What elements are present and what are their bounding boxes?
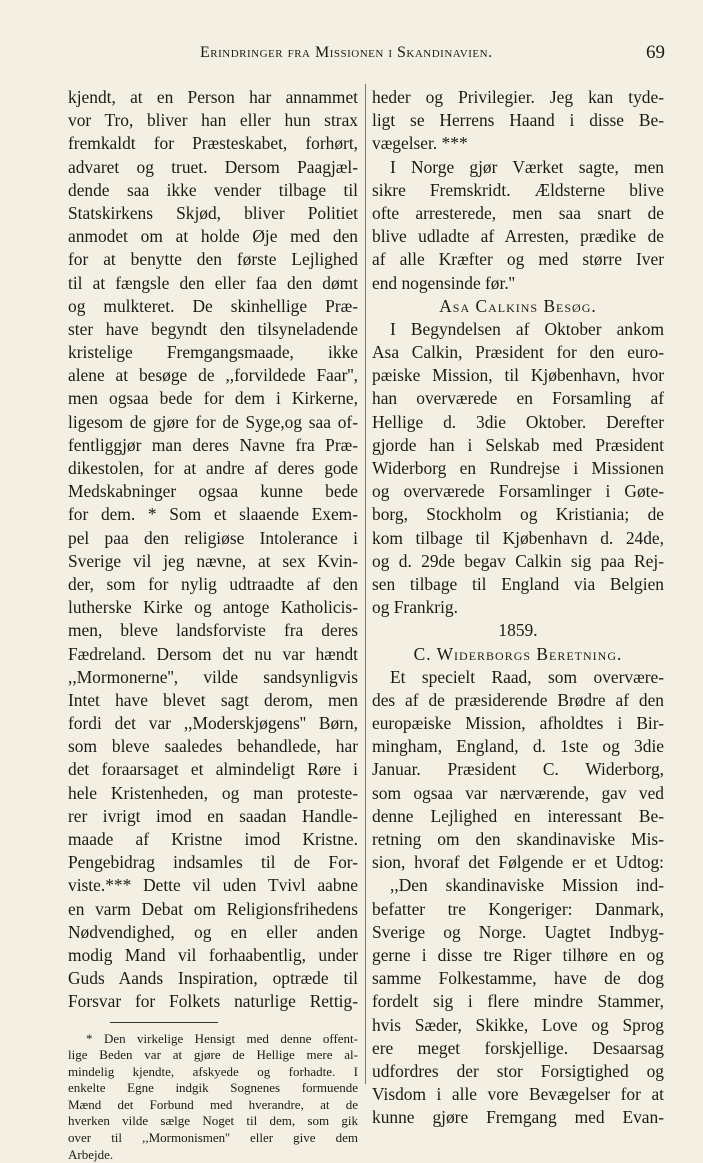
text-line: og d. 29de begav Calkin sig paa Rej- bbox=[372, 550, 664, 573]
footnote bbox=[68, 1031, 358, 1163]
text-line: alene at besøge de ,,forvildede Faar'', bbox=[68, 364, 358, 387]
text-line: ligt se Herrens Haand i disse Be- bbox=[372, 109, 664, 132]
footnote-line: lige Beden var at gjøre de Hellige mere al- bbox=[68, 1047, 358, 1064]
text-line: ,,Mormonerne'', vilde sandsynligvis bbox=[68, 666, 358, 689]
running-title: Erindringer fra Missionen i Skandinavien. bbox=[200, 44, 493, 62]
footnote-line: * Den virkelige Hensigt med denne offent- bbox=[68, 1031, 358, 1048]
text-line: Forsvar for Folkets naturlige Rettig- bbox=[68, 990, 358, 1013]
text-line: Fædreland. Dersom det nu var hændt bbox=[68, 643, 358, 666]
text-line: lutherske Kirke og antoge Katholicis- bbox=[68, 596, 358, 619]
text-line: Asa Calkin, Præsident for den euro- bbox=[372, 341, 664, 364]
text-line: og Frankrig. bbox=[372, 596, 664, 619]
text-line: kristelige Fremgangsmaade, ikke bbox=[68, 341, 358, 364]
text-line: I Begyndelsen af Oktober ankom bbox=[372, 318, 664, 341]
page-number: 69 bbox=[646, 42, 665, 64]
text-line: blive udladte af Arresten, prædike de bbox=[372, 225, 664, 248]
text-line: Visdom i alle vore Bevægelser for at bbox=[372, 1083, 664, 1106]
paragraph-4 bbox=[372, 666, 664, 875]
footnote-line: enkelte Egne indgik Sognenes formuende bbox=[68, 1080, 358, 1097]
text-line: fremkaldt for Præsteskabet, forhørt, bbox=[68, 132, 358, 155]
text-line: Nødvendighed, og en eller anden bbox=[68, 921, 358, 944]
text-line: af alle Kræfter og med større Iver bbox=[372, 248, 664, 271]
text-line: pæiske Mission, til Kjøbenhavn, hvor bbox=[372, 364, 664, 387]
text-line: gerne i disse tre Riger tilhøre en og bbox=[372, 944, 664, 967]
text-line: anmodet om at holde Øje med den bbox=[68, 225, 358, 248]
text-line: viste.*** Dette vil uden Tvivl aabne bbox=[68, 874, 358, 897]
text-line: det foraarsaget et almindeligt Røre i bbox=[68, 758, 358, 781]
section-heading-widerborg: C. Widerborgs Beretning. bbox=[372, 643, 664, 666]
text-line: fordi det var ,,Moderskjøgens'' Børn, bbox=[68, 712, 358, 735]
text-line: hele Kristenheden, og man proteste- bbox=[68, 782, 358, 805]
text-line: der, som for nylig udtraadte af den bbox=[68, 573, 358, 596]
section-heading-calkins: Asa Calkins Besøg. bbox=[372, 295, 664, 318]
text-line: men, bleve landsforviste fra deres bbox=[68, 619, 358, 642]
text-line: Widerborg en Rundrejse i Missionen bbox=[372, 457, 664, 480]
left-column-body bbox=[68, 86, 358, 1014]
text-line: denne Lejlighed en interessant Be- bbox=[372, 805, 664, 828]
text-line: advaret og truet. Dersom Paagjæl- bbox=[68, 156, 358, 179]
text-line: rer ivrigt imod en saadan Handle- bbox=[68, 805, 358, 828]
text-line: men ogsaa bede for dem i Kirkerne, bbox=[68, 387, 358, 410]
text-line: kom tilbage til Kjøbenhavn d. 24de, bbox=[372, 527, 664, 550]
paragraph-2 bbox=[372, 156, 664, 295]
text-line: udfordres der stor Forsigtighed og bbox=[372, 1060, 664, 1083]
text-line: dikestolen, for at andre af deres gode bbox=[68, 457, 358, 480]
text-line: dende saa ikke vender tilbage til bbox=[68, 179, 358, 202]
text-line: end nogensinde før.'' bbox=[372, 272, 664, 295]
text-line: retning om den skandinaviske Mis- bbox=[372, 828, 664, 851]
text-line: som bleve saaledes behandlede, har bbox=[68, 735, 358, 758]
text-line: Et specielt Raad, som overvære- bbox=[372, 666, 664, 689]
text-line: Sverige og Norge. Uagtet Indbyg- bbox=[372, 921, 664, 944]
text-line: Hellige d. 3die Oktober. Derefter bbox=[372, 411, 664, 434]
paragraph-3 bbox=[372, 318, 664, 619]
text-line: sion, hvoraf det Følgende er et Udtog: bbox=[372, 851, 664, 874]
left-column bbox=[68, 86, 358, 1163]
text-line: I Norge gjør Værket sagte, men bbox=[372, 156, 664, 179]
text-line: borg, Stockholm og Kristiania; de bbox=[372, 503, 664, 526]
paragraph-5 bbox=[372, 874, 664, 1129]
footnote-line: over til ,,Mormonismen'' eller give dem bbox=[68, 1130, 358, 1147]
text-line: som ogsaa var nærværende, gav ved bbox=[372, 782, 664, 805]
text-line: maade af Kristne imod Kristne. bbox=[68, 828, 358, 851]
text-line: modig Mand vil forhaabentlig, under bbox=[68, 944, 358, 967]
footnote-line: Arbejde. bbox=[68, 1147, 358, 1163]
text-line: des af de præsiderende Brødre af den bbox=[372, 689, 664, 712]
text-line: mingham, England, d. 1ste og 3die bbox=[372, 735, 664, 758]
text-line: til at fængsle den eller faa den dømt bbox=[68, 272, 358, 295]
text-line: pel paa den religiøse Intolerance i bbox=[68, 527, 358, 550]
text-line: europæiske Mission, afholdtes i Bir- bbox=[372, 712, 664, 735]
text-line: ,,Den skandinaviske Mission ind- bbox=[372, 874, 664, 897]
text-line: for at benytte den første Lejlighed bbox=[68, 248, 358, 271]
text-line: vor Tro, bliver han eller hun strax bbox=[68, 109, 358, 132]
footnote-rule bbox=[110, 1022, 218, 1023]
column-divider bbox=[365, 84, 366, 1084]
text-line: Guds Aands Inspiration, optræde til bbox=[68, 967, 358, 990]
text-line: ere meget forskjellige. Desaarsag bbox=[372, 1037, 664, 1060]
text-line: befatter tre Kongeriger: Danmark, bbox=[372, 898, 664, 921]
text-line: en varm Debat om Religionsfrihedens bbox=[68, 898, 358, 921]
text-line: samme Folkestamme, have de dog bbox=[372, 967, 664, 990]
text-line: kunne gjøre Fremgang med Evan- bbox=[372, 1106, 664, 1129]
text-line: vægelser. *** bbox=[372, 132, 664, 155]
footnote-line: hverken vilde sælge Noget til dem, som gik bbox=[68, 1113, 358, 1130]
text-line: for dem. * Som et slaaende Exem- bbox=[68, 503, 358, 526]
text-line: Januar. Præsident C. Widerborg, bbox=[372, 758, 664, 781]
footnote-line: mindelig kjendte, afskyede og forhadte. I bbox=[68, 1064, 358, 1081]
text-line: sikre Fremskridt. Ældsterne blive bbox=[372, 179, 664, 202]
footnote-line: Mænd det Forbund med hverandre, at de bbox=[68, 1097, 358, 1114]
text-line: hvis Sæder, Skikke, Love og Sprog bbox=[372, 1014, 664, 1037]
text-line: fentliggjør man deres Navne fra Præ- bbox=[68, 434, 358, 457]
paragraph-1 bbox=[372, 86, 664, 156]
text-line: Sverige vil jeg nævne, at sex Kvin- bbox=[68, 550, 358, 573]
text-line: ofte arresterede, men saa snart de bbox=[372, 202, 664, 225]
text-line: Statskirkens Skjød, bliver Politiet bbox=[68, 202, 358, 225]
text-line: ligesom de gjøre for de Syge,og saa of- bbox=[68, 411, 358, 434]
text-line: kjendt, at en Person har annammet bbox=[68, 86, 358, 109]
text-line: og mulkteret. De skinhellige Præ- bbox=[68, 295, 358, 318]
text-line: ster have begyndt den tilsyneladende bbox=[68, 318, 358, 341]
text-line: Medskabninger ogsaa kunne bede bbox=[68, 480, 358, 503]
text-line: han overværede en Forsamling af bbox=[372, 387, 664, 410]
right-column bbox=[372, 86, 664, 1129]
running-header bbox=[0, 44, 703, 68]
year-heading: 1859. bbox=[372, 619, 664, 642]
text-line: gjorde han i Selskab med Præsident bbox=[372, 434, 664, 457]
text-line: Pengebidrag indsamles til de For- bbox=[68, 851, 358, 874]
text-line: heder og Privilegier. Jeg kan tyde- bbox=[372, 86, 664, 109]
text-line: Intet have blevet sagt derom, men bbox=[68, 689, 358, 712]
text-line: fordelt sig i flere mindre Stammer, bbox=[372, 990, 664, 1013]
text-line: sen tilbage til England via Belgien bbox=[372, 573, 664, 596]
text-line: og overværede Forsamlinger i Gøte- bbox=[372, 480, 664, 503]
